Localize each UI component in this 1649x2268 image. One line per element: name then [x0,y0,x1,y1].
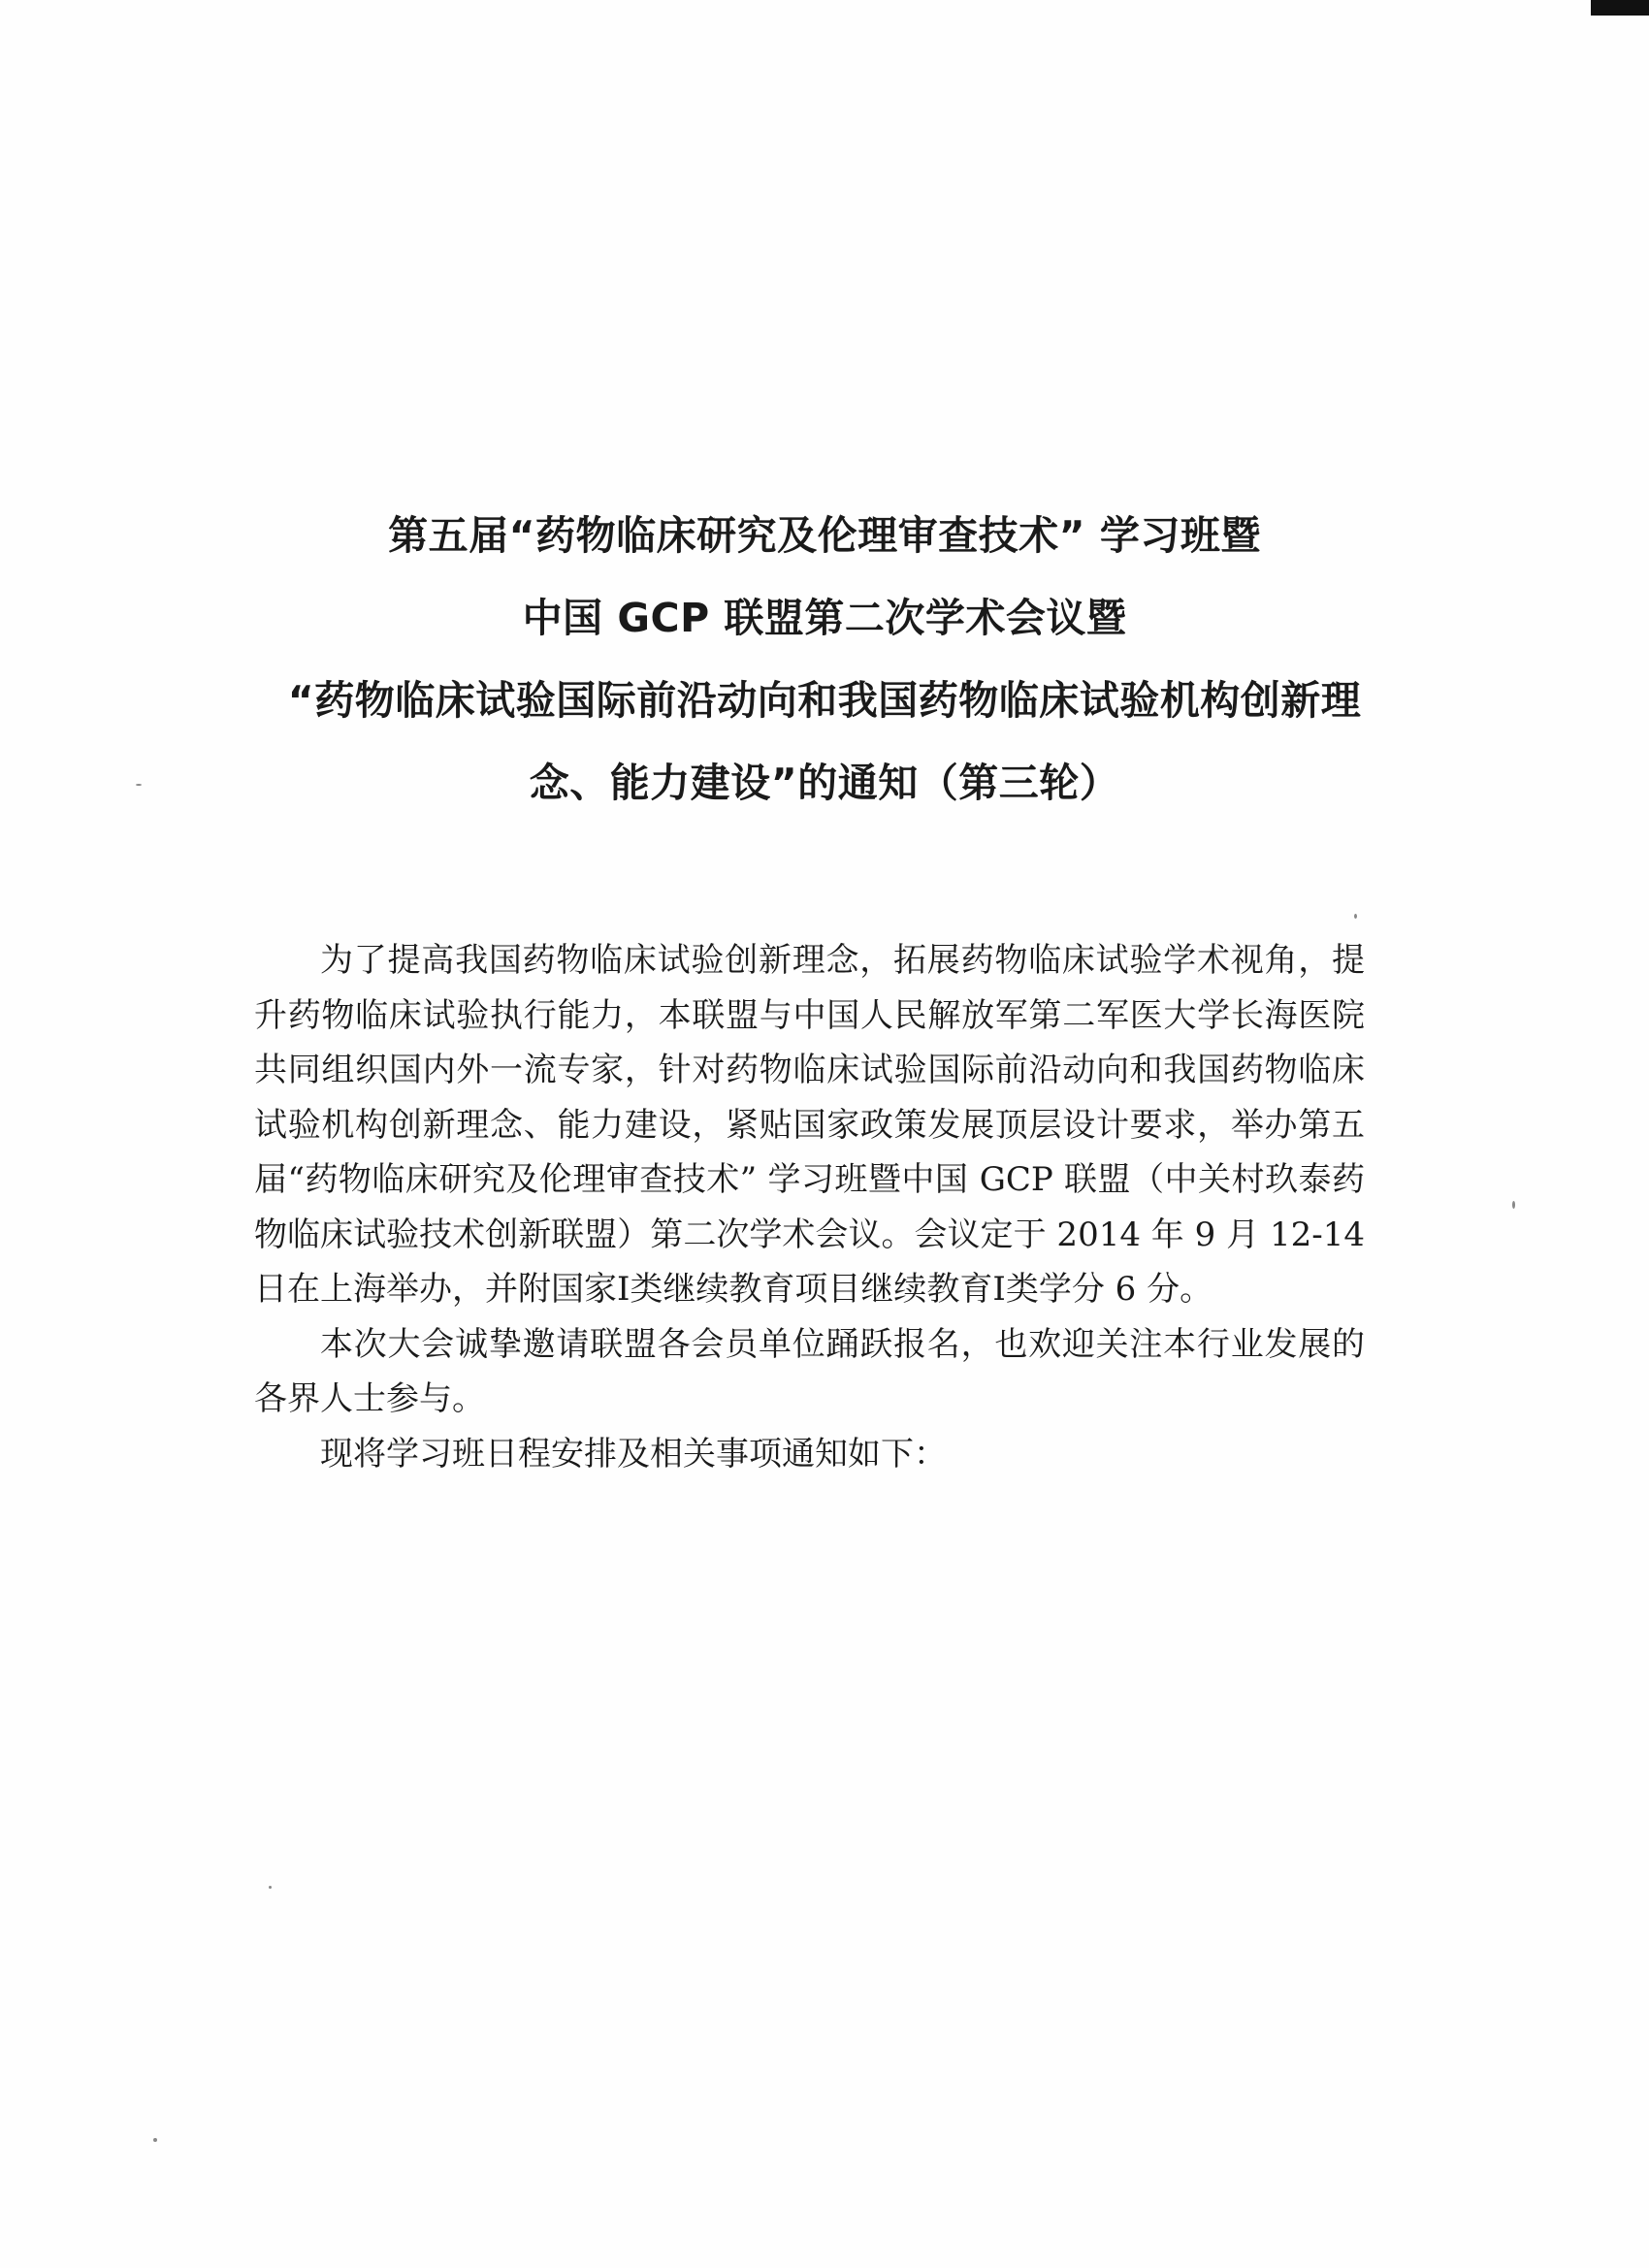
paragraph-invitation: 本次大会诚挚邀请联盟各会员单位踊跃报名，也欢迎关注本行业发展的各界人士参与。 [254,1324,1365,1418]
scan-speck [1354,914,1357,919]
scan-speck [269,1886,272,1889]
notice-title [233,495,1416,825]
notice-body [254,933,1365,1481]
title-line-2: 中国 GCP 联盟第二次学术会议暨 [522,595,1127,641]
paragraph-schedule-intro: 现将学习班日程安排及相关事项通知如下： [320,1434,947,1474]
scan-speck [136,784,142,786]
paragraph-intro: 为了提高我国药物临床试验创新理念，拓展药物临床试验学术视角，提升药物临床试验执行能力，本联盟与中国人民解放军第二军医大学长海医院共同组织国内外一流专家，针对药物临床试验国际前沿动向和我国药物临床试验机构创新理念、能力建设，紧贴国家政策发展顶层设计要求，举办第五届“药物临床研究及伦理审查技术” 学习班暨中国 GCP 联盟（中关村玖泰药物临床试验技术创新联盟）第二次学术会议。会议定于 2014 年 9 月 12-14 日在上海举办，并附国家Ⅰ类继续教育项目继续教育Ⅰ类学分 6 分。 [254,941,1365,1309]
scan-speck [153,2138,157,2142]
title-line-1: 第五届“药物临床研究及伦理审查技术” 学习班暨 [388,512,1261,559]
scan-edge-mark [1591,0,1649,16]
title-line-3: “药物临床试验国际前沿动向和我国药物临床试验机构创新理 [287,677,1362,724]
title-line-4: 念、能力建设”的通知（第三轮） [529,760,1120,806]
scan-speck [1512,1201,1515,1209]
